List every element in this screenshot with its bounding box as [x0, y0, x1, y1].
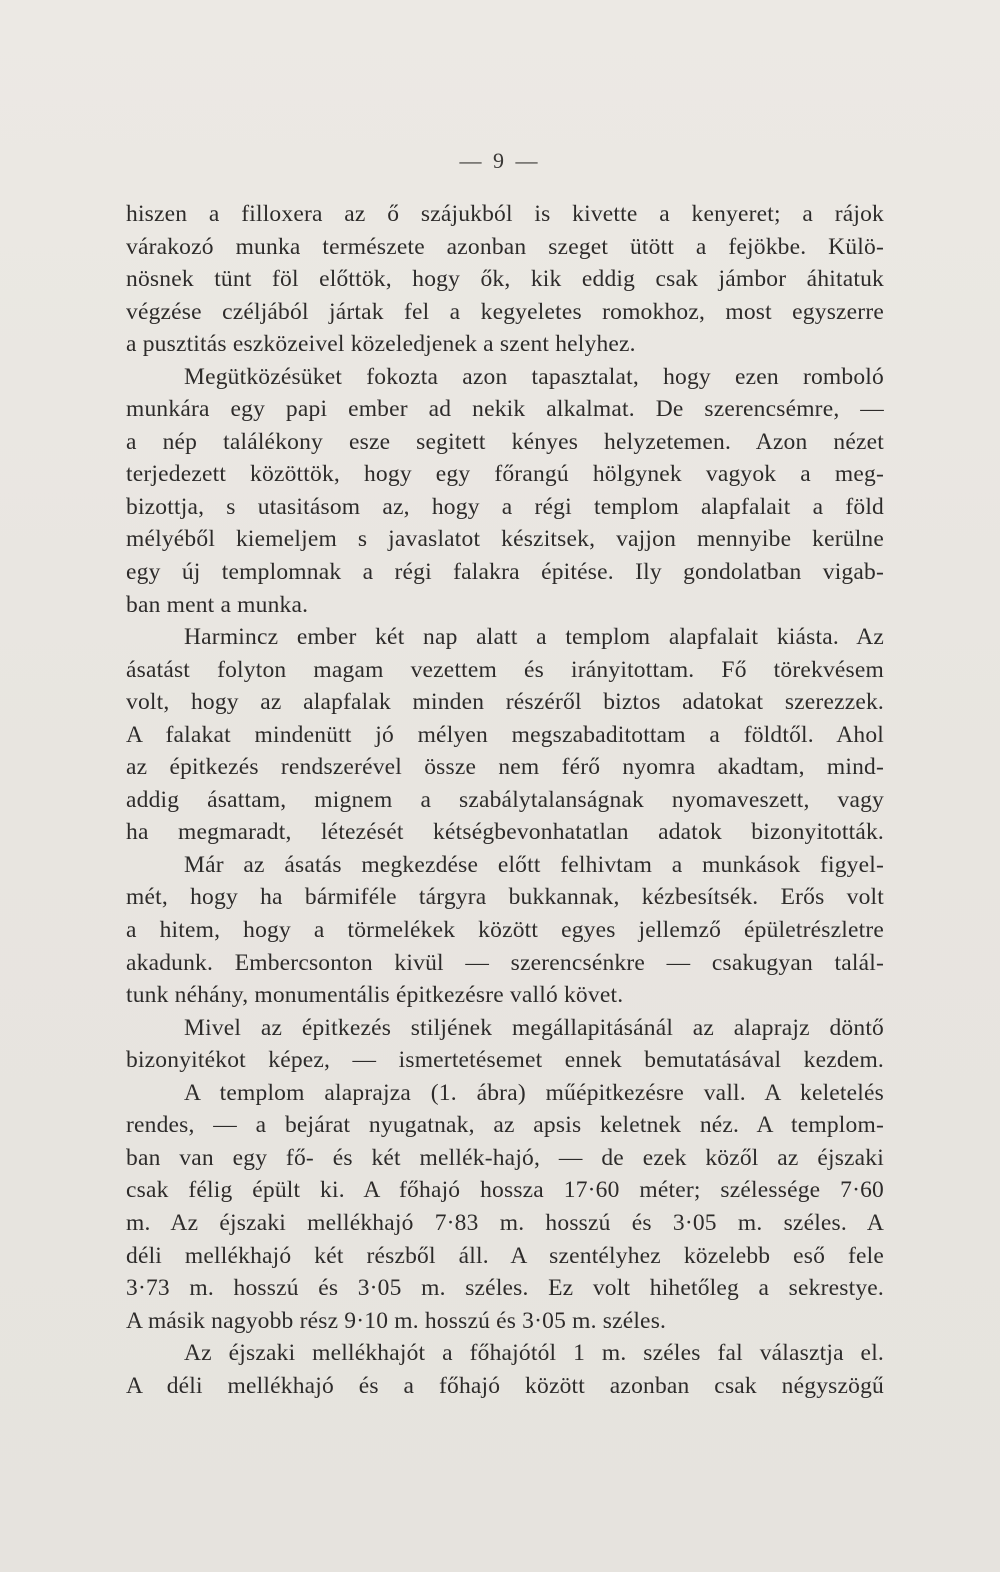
text-line: ban van egy fő- és két mellék-hajó, — de ezek közől az éjszaki — [126, 1144, 884, 1171]
text-line: A déli mellékhajó és a főhajó között azonban csak négyszögű — [126, 1372, 884, 1399]
text-line: ásatást folyton magam vezettem és irányitottam. Fő törekvésem — [126, 656, 884, 683]
body-text — [126, 198, 884, 1402]
text-line: addig ásattam, mignem a szabálytalanságnak nyomaveszett, vagy — [126, 786, 884, 813]
text-line: hiszen a filloxera az ő szájukból is kivette a kenyeret; a rájok — [126, 201, 884, 227]
text-line: Harmincz ember két nap alatt a templom alapfalait kiásta. Az — [184, 624, 884, 651]
text-line: mélyéből kiemeljem s javaslatot készitsek, vajjon mennyibe kerülne — [126, 526, 884, 553]
text-line: bizonyitékot képez, — ismertetésemet ennek bemutatásával kezdem. — [126, 1047, 884, 1074]
text-line: ban ment a munka. — [126, 591, 309, 618]
text-line: akadunk. Embercsonton kivül — szerencsénkre — csakugyan talál- — [126, 949, 884, 976]
page-number: — 9 — — [459, 148, 541, 173]
text-line: a pusztitás eszközeivel közeledjenek a szent helyhez. — [126, 331, 636, 358]
text-line: Mivel az épitkezés stiljének megállapitásánál az alaprajz döntő — [184, 1014, 884, 1041]
text-line: várakozó munka természete azonban szeget ütött a fejökbe. Külö- — [126, 233, 884, 260]
text-line: a hitem, hogy a törmelékek között egyes jellemző épületrészletre — [126, 917, 884, 944]
text-line: Már az ásatás megkezdése előtt felhivtam a munkások figyel- — [184, 851, 884, 878]
text-line: Az éjszaki mellékhajót a főhajótól 1 m. széles fal választja el. — [184, 1340, 884, 1367]
text-line: bizottja, s utasitásom az, hogy a régi templom alapfalait a föld — [126, 493, 884, 520]
text-line: A másik nagyobb rész 9·10 m. hosszú és 3·05 m. széles. — [126, 1307, 667, 1334]
text-line: egy új templomnak a régi falakra épitése. Ily gondolatban vigab- — [126, 559, 884, 586]
text-line: a nép találékony esze segitett kényes helyzetemen. Azon nézet — [126, 428, 884, 455]
text-line: az épitkezés rendszerével össze nem férő nyomra akadtam, mind- — [126, 754, 884, 781]
text-line: m. Az éjszaki mellékhajó 7·83 m. hosszú és 3·05 m. széles. A — [126, 1209, 884, 1236]
text-line: A templom alaprajza (1. ábra) műépitkezésre vall. A keletelés — [184, 1079, 884, 1106]
text-line: ha megmaradt, létezését kétségbevonhatatlan adatok bizonyitották. — [126, 819, 884, 846]
text-line: nösnek tünt föl előttök, hogy ők, kik eddig csak jámbor áhitatuk — [126, 266, 884, 293]
text-line: csak félig épült ki. A főhajó hossza 17·60 méter; szélessége 7·60 — [126, 1177, 884, 1204]
text-line: tunk néhány, monumentális épitkezésre valló követ. — [126, 982, 624, 1009]
text-line: déli mellékhajó két részből áll. A szentélyhez közelebb eső fele — [126, 1242, 884, 1269]
text-line: A falakat mindenütt jó mélyen megszabaditottam a földtől. Ahol — [126, 721, 884, 748]
text-line: Megütközésüket fokozta azon tapasztalat, hogy ezen romboló — [184, 363, 884, 390]
text-line: mét, hogy ha bármiféle tárgyra bukkannak, kézbesítsék. Erős volt — [126, 884, 884, 911]
text-line: terjedezett közöttök, hogy egy főrangú hölgynek vagyok a meg- — [126, 461, 884, 488]
text-line: 3·73 m. hosszú és 3·05 m. széles. Ez volt hihetőleg a sekrestye. — [126, 1275, 884, 1302]
text-line: munkára egy papi ember ad nekik alkalmat. De szerencsémre, — — [126, 396, 884, 423]
text-line: végzése czéljából jártak fel a kegyeletes romokhoz, most egyszerre — [126, 298, 884, 325]
text-line: volt, hogy az alapfalak minden részéről biztos adatokat szerezzek. — [126, 689, 884, 716]
text-line: rendes, — a bejárat nyugatnak, az apsis keletnek néz. A templom- — [126, 1112, 884, 1139]
